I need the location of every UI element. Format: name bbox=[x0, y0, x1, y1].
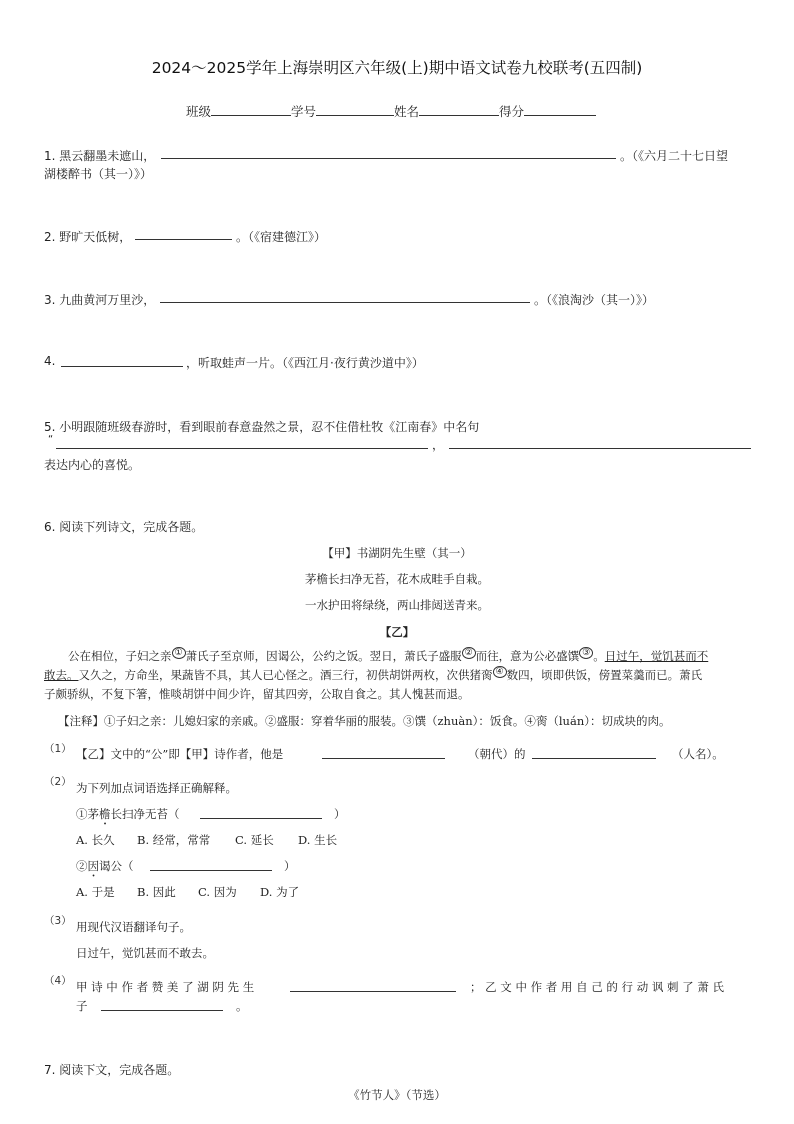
sub-question-2-item-1-end: ） bbox=[334, 807, 346, 821]
sub-question-2-blank-1[interactable] bbox=[200, 818, 322, 819]
sub-question-1-name-label: （人名）。 bbox=[672, 747, 724, 761]
question-3-blank[interactable] bbox=[160, 302, 530, 303]
sub-question-4-blank-2[interactable] bbox=[101, 1010, 223, 1011]
sub-question-2-item-1 bbox=[76, 806, 180, 828]
sub-question-1-blank-dynasty[interactable] bbox=[322, 758, 445, 759]
option-1a[interactable]: A. 长久 bbox=[76, 833, 115, 847]
option-1d[interactable]: D. 生长 bbox=[298, 833, 338, 847]
sub-question-1-text: 【乙】文中的“公”即【甲】诗作者，他是 bbox=[76, 747, 284, 761]
note-marker-4: ④ bbox=[493, 666, 507, 678]
sub-question-4-number: （4） bbox=[44, 975, 72, 987]
option-2b[interactable]: B. 因此 bbox=[137, 885, 176, 899]
sub-question-3-number: （3） bbox=[44, 915, 72, 927]
question-5-blank-2[interactable] bbox=[449, 448, 751, 449]
sub-question-3-sentence: 日过午，觉饥甚而不敢去。 bbox=[76, 946, 214, 960]
question-4-prefix: 4. bbox=[44, 354, 56, 368]
question-1-source: 湖楼醉书（其一）》） bbox=[44, 167, 153, 181]
note-marker-1: ① bbox=[172, 647, 186, 659]
option-2d[interactable]: D. 为了 bbox=[260, 885, 300, 899]
question-6-intro: 6. 阅读下列诗文，完成各题。 bbox=[44, 520, 204, 534]
sub-question-2-text: 为下列加点词语选择正确解释。 bbox=[76, 781, 237, 795]
question-5-text: 5. 小明跟随班级春游时，看到眼前春意盎然之景，忍不住借杜牧《江南春》中名句 bbox=[44, 420, 480, 434]
page-title: 2024～2025学年上海崇明区六年级(上)期中语文试卷九校联考(五四制) bbox=[151, 59, 643, 77]
name-label: 姓名 bbox=[394, 104, 420, 119]
poem-line-2: 一水护田将绿绕，两山排闼送青来。 bbox=[305, 598, 489, 612]
sub-question-4-text-a: 甲 诗 中 作 者 赞 美 了 湖 阴 先 生 bbox=[76, 980, 255, 994]
question-5-comma: ， bbox=[432, 438, 445, 452]
prose-segment: 公在相位，子妇之亲 bbox=[68, 649, 172, 663]
sub-question-2-item-2 bbox=[76, 858, 134, 880]
poem-title: 【甲】书湖阴先生壁（其一） bbox=[322, 546, 472, 560]
dotted-word: 因 bbox=[87, 859, 99, 873]
sub-question-2-blank-2[interactable] bbox=[150, 870, 272, 871]
prose-segment: 又久之，方命坐，果蔬皆不具，其人已心怪之。酒三行，初供胡饼两枚，次供猪脔 bbox=[78, 668, 493, 682]
underlined-sentence-end: 敢去。 bbox=[44, 668, 79, 682]
item-text: ② bbox=[76, 859, 88, 873]
prose-segment: 而往，意为公必盛馔 bbox=[475, 649, 580, 663]
prose-line-3: 子颇骄纵，不复下箸，惟啖胡饼中间少许，留其四旁，公取自食之。其人愧甚而退。 bbox=[44, 687, 470, 701]
question-1-prefix: 1. 黑云翻墨未遮山， bbox=[44, 149, 156, 163]
sub-question-3-text: 用现代汉语翻译句子。 bbox=[76, 920, 191, 934]
sub-question-1-blank-name[interactable] bbox=[532, 758, 656, 759]
dotted-word: 檐 bbox=[99, 807, 111, 821]
prose-line-2 bbox=[44, 667, 702, 683]
score-label: 得分 bbox=[499, 104, 525, 119]
option-2c[interactable]: C. 因为 bbox=[198, 885, 237, 899]
prose-title: 【乙】 bbox=[379, 625, 415, 639]
poem-line-1: 茅檐长扫净无苔，花木成畦手自栽。 bbox=[305, 572, 489, 586]
underlined-sentence: 日过午，觉饥甚而不 bbox=[604, 649, 709, 663]
question-3-suffix: 。（《浪淘沙（其一）》） bbox=[534, 293, 655, 307]
item-text: 谒公（ bbox=[99, 859, 134, 873]
option-1c[interactable]: C. 延长 bbox=[235, 833, 274, 847]
sub-question-2-number: （2） bbox=[44, 776, 72, 788]
question-1-suffix: 。（《六月二十七日望 bbox=[620, 149, 729, 163]
sub-question-4-blank-1[interactable] bbox=[290, 991, 456, 992]
prose-segment: 数四，顷即供饭，傍置菜羹而已。萧氏 bbox=[506, 668, 703, 682]
prose-line-1 bbox=[68, 648, 708, 664]
option-2a[interactable]: A. 于是 bbox=[76, 885, 115, 899]
question-5-blank-1[interactable] bbox=[56, 448, 428, 449]
question-7-intro: 7. 阅读下文，完成各题。 bbox=[44, 1063, 180, 1077]
note-marker-2: ② bbox=[462, 647, 476, 659]
note-marker-3: ③ bbox=[579, 647, 593, 659]
id-label: 学号 bbox=[291, 104, 317, 119]
sub-question-4-text-d: 。 bbox=[236, 999, 248, 1013]
sub-question-4-text-c: 子 bbox=[76, 999, 88, 1013]
prose-segment: 萧氏子至京师，因谒公，公约之饭。翌日，萧氏子盛服 bbox=[185, 649, 462, 663]
student-info-row bbox=[186, 102, 596, 120]
score-field[interactable] bbox=[524, 103, 596, 116]
name-field[interactable] bbox=[419, 103, 499, 116]
sub-question-1-number: （1） bbox=[44, 743, 72, 755]
item-text: ①茅 bbox=[76, 807, 99, 821]
sub-question-1-dynasty-label: （朝代）的 bbox=[468, 747, 526, 761]
question-5-quote: “ bbox=[48, 434, 54, 445]
question-2-suffix: 。（《宿建德江》） bbox=[236, 230, 327, 244]
question-3-prefix: 3. 九曲黄河万里沙， bbox=[44, 293, 156, 307]
sub-question-2-item-2-end: ） bbox=[284, 859, 296, 873]
option-1b[interactable]: B. 经常，常常 bbox=[137, 833, 211, 847]
question-1-blank[interactable] bbox=[161, 158, 616, 159]
question-4-blank[interactable] bbox=[61, 366, 183, 367]
class-field[interactable] bbox=[211, 103, 291, 116]
class-label: 班级 bbox=[186, 104, 212, 119]
prose-notes: 【注释】①子妇之亲：儿媳妇家的亲戚。②盛服：穿着华丽的服装。③馔（zhuàn）：饭食。④脔（luán）：切成块的肉。 bbox=[58, 714, 671, 728]
question-7-subtitle: 《竹节人》（节选） bbox=[348, 1088, 446, 1102]
id-field[interactable] bbox=[316, 103, 394, 116]
question-2-blank[interactable] bbox=[135, 239, 232, 240]
prose-segment: 。 bbox=[593, 649, 605, 663]
question-4-suffix: ，听取蛙声一片。（《西江月·夜行黄沙道中》） bbox=[186, 356, 424, 370]
question-2-prefix: 2. 野旷天低树， bbox=[44, 230, 132, 244]
question-5-ending: 表达内心的喜悦。 bbox=[44, 458, 141, 472]
item-text: 长扫净无苔（ bbox=[110, 807, 180, 821]
sub-question-4-text-b: ； 乙 文 中 作 者 用 自 己 的 行 动 讽 刺 了 萧 氏 bbox=[470, 980, 724, 994]
